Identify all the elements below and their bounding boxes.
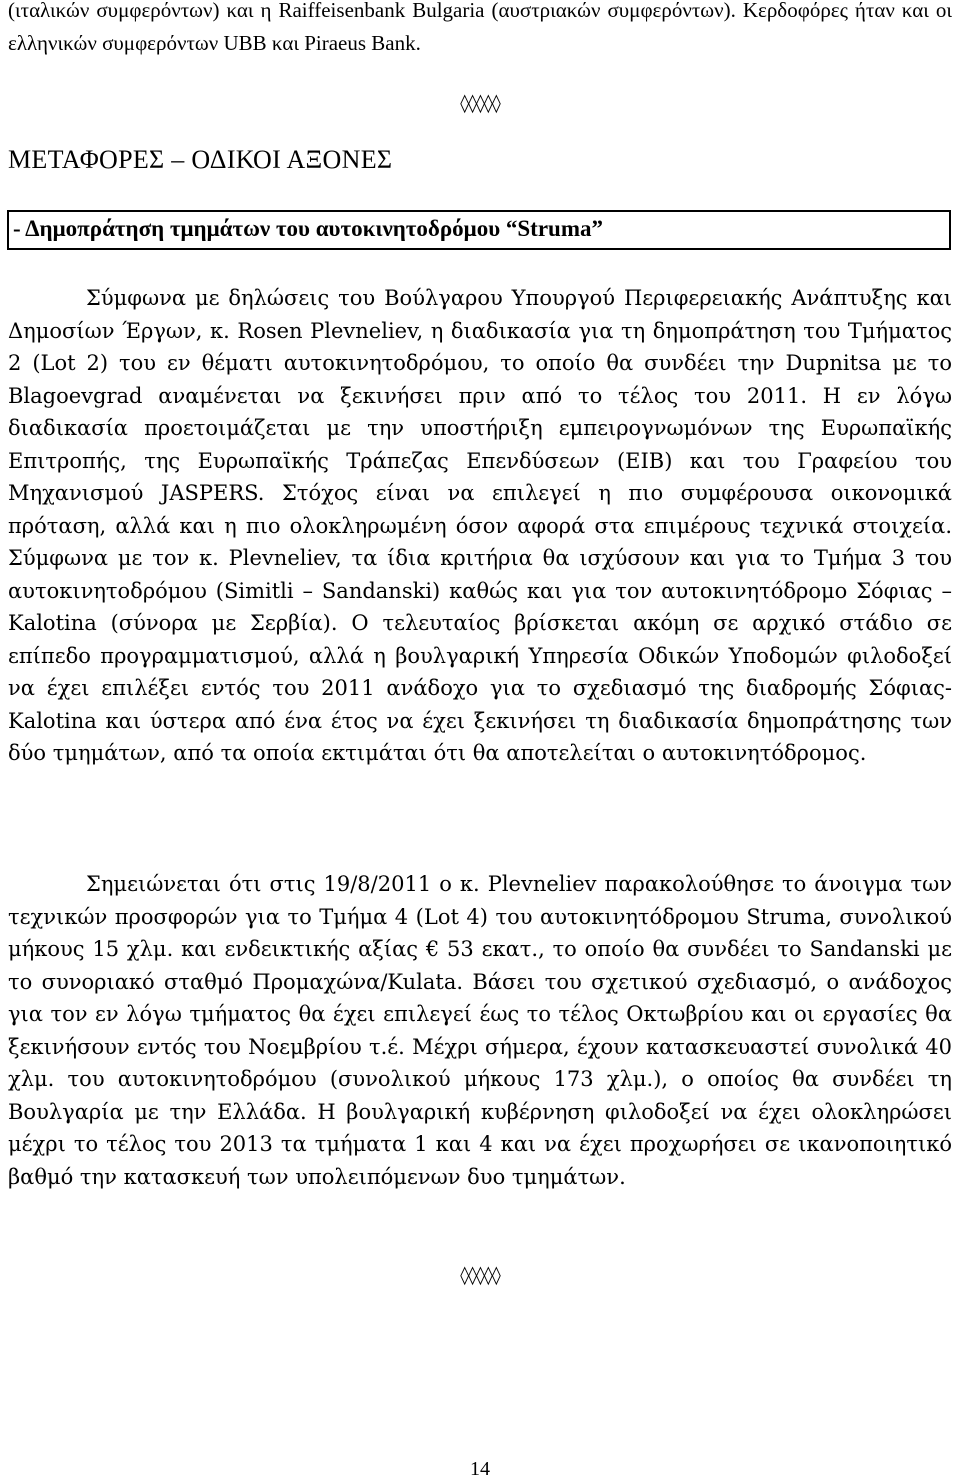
paragraph-struma-lot4: Σημειώνεται ότι στις 19/8/2011 ο κ. Plevneliev παρακολούθησε το άνοιγμα των τεχνικών προσφορών για το Τμήμα 4 (Lot 4) του αυτοκινητόδρομου Struma, συνολικού μήκους 15 χλμ. και ενδεικτικής αξίας € 53 εκατ., το οποίο θα συνδέει το Sandanski με το συνοριακό σταθμό Προμαχώνα/Kulata. Βάσει του σχετικού σχεδιασμό, ο ανάδοχος για τον εν λόγω τμήματος θα έχει επιλεγεί έως το τέλος Οκτωβρίου και οι εργασίες θα ξεκινήσουν εντός του Νοεμβρίου τ.έ. Μέχρι σήμερα, έχουν κατασκευαστεί συνολικά 40 χλμ. του αυτοκινητοδρόμου (συνολικού μήκους 173 χλμ.), ο οποίος θα συνδέει τη Βουλγαρία με την Ελλάδα. Η βουλγαρική κυβέρνηση φιλοδοξεί να έχει ολοκληρώσει μέχρι το τέλος του 2013 τα τμήματα 1 και 4 και να έχει προχωρήσει σε ικανοποιητικό βαθμό την κατασκευή των υπολειπόμενων δυο τμημάτων.	[8, 872, 952, 1189]
paragraph-struma-lot2: Σύμφωνα με δηλώσεις του Βούλγαρου Υπουργού Περιφερειακής Ανάπτυξης και Δημοσίων Έργων, κ. Rosen Plevneliev, η διαδικασία για τη δημοπράτηση του Τμήματος 2 (Lot 2) του εν θέματι αυτοκινητοδρόμου, το οποίο θα συνδέει την Dupnitsa με το Blagoevgrad αναμένεται να ξεκινήσει πριν από το τέλος του 2011. Η εν λόγω διαδικασία προετοιμάζεται με την υποστήριξη εμπειρογνωμόνων της Ευρωπαϊκής Επιτροπής, της Ευρωπαϊκής Τράπεζας Επενδύσεων (ΕΙΒ) και του Γραφείου του Μηχανισμού JASPERS. Στόχος είναι να επιλεγεί η πιο συμφέρουσα οικονομικά πρόταση, αλλά και η πιο ολοκληρωμένη όσον αφορά στα επιμέρους τεχνικά στοιχεία. Σύμφωνα με τον κ. Plevneliev, τα ίδια κριτήρια θα ισχύσουν και για το Τμήμα 3 του αυτοκινητοδρόμου (Simitli – Sandanski) καθώς και για τον αυτοκινητόδρομο Σόφιας – Kalotina (σύνορα με Σερβία). Ο τελευταίος βρίσκεται ακόμη σε αρχικό στάδιο σε επίπεδο προγραμματισμού, αλλά η βουλγαρική Υπηρεσία Οδικών Υποδομών φιλοδοξεί να έχει επιλέξει εντός του 2011 ανάδοχο για το σχεδιασμό της διαδρομής Σόφιας-Kalotina και ύστερα από ένα έτος να έχει ξεκινήσει τη διαδικασία δημοπράτησης των δύο τμημάτων, από τα οποία εκτιμάται ότι θα αποτελείται ο αυτοκινητόδρομος.	[8, 286, 952, 765]
boxed-subheading: - Δημοπράτηση τμημάτων του αυτοκινητοδρόμου “Struma”	[7, 210, 951, 250]
page-number: 14	[470, 1458, 490, 1480]
separator-bottom: ◊◊◊◊◊	[460, 1265, 500, 1286]
intro-paragraph: (ιταλικών συμφερόντων) και η Raiffeisenbank Bulgaria (αυστριακών συμφερόντων). Κερδοφόρες ήταν και οι ελληνικών συμφερόντων UBB και Piraeus Bank.	[8, 0, 952, 55]
section-title: ΜΕΤΑΦΟΡΕΣ – ΟΔΙΚΟΙ ΑΞΟΝΕΣ	[8, 145, 393, 174]
separator-top: ◊◊◊◊◊	[460, 93, 500, 114]
